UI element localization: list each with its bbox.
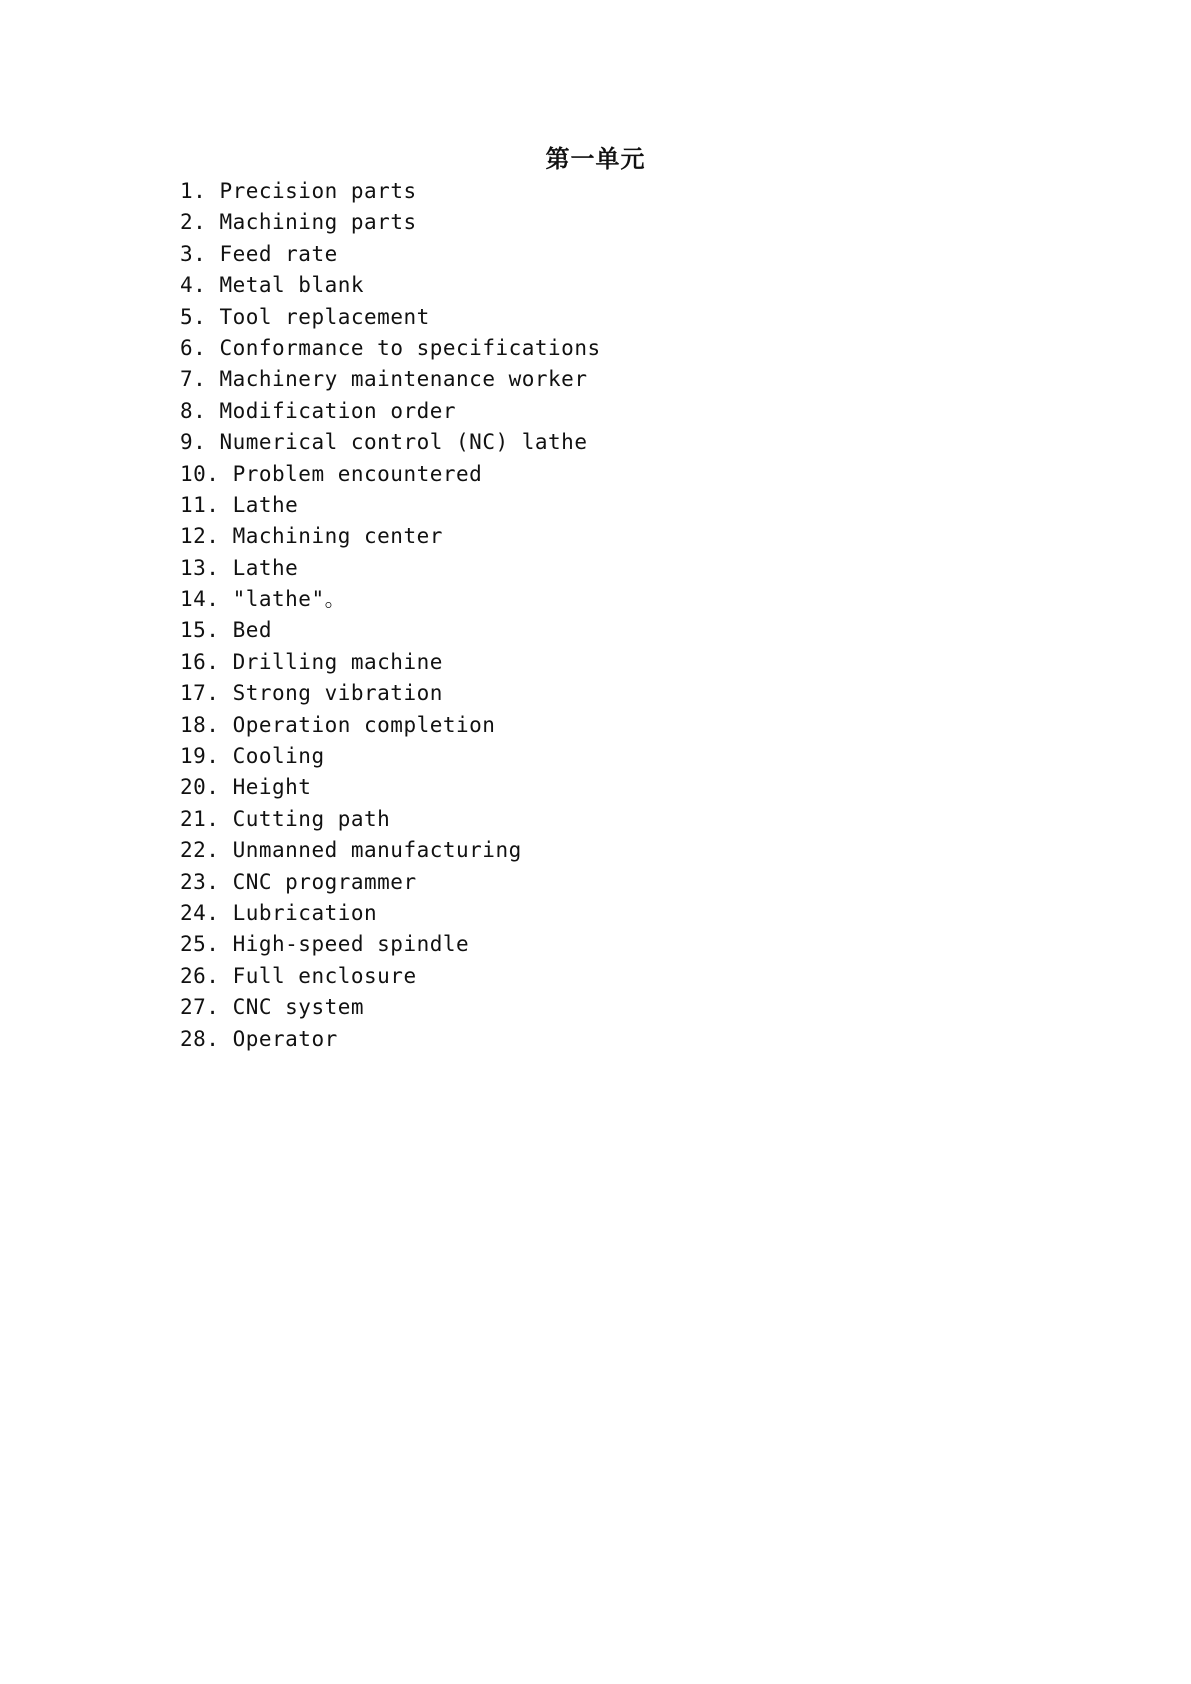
list-item-number: 6. — [180, 335, 207, 360]
list-item-number: 12. — [180, 524, 220, 549]
list-item — [180, 992, 601, 1023]
list-item-text: Machining parts — [219, 210, 417, 235]
list-item-text: Machinery maintenance worker — [219, 367, 588, 392]
list-item-text: Operator — [232, 1026, 338, 1051]
list-item-number: 11. — [180, 492, 220, 517]
list-item — [180, 741, 601, 772]
list-item-number: 1. — [180, 179, 207, 203]
list-item-text: Precision parts — [219, 179, 417, 203]
list-item-text: Lubrication — [232, 900, 378, 925]
list-item-text: Lathe — [232, 492, 299, 517]
list-item-number: 7. — [180, 367, 207, 392]
list-item-text: Machining center — [232, 524, 443, 549]
list-item-text: Height — [232, 775, 312, 800]
list-item-text: Conformance to specifications — [219, 335, 601, 360]
list-item — [180, 207, 601, 238]
list-item-text: Metal blank — [219, 273, 365, 298]
list-item — [180, 1024, 601, 1055]
list-item-number: 22. — [180, 838, 220, 863]
term-list — [180, 176, 601, 1055]
list-item-number: 19. — [180, 744, 220, 769]
list-item — [180, 961, 601, 992]
list-item-number: 2. — [180, 210, 207, 235]
list-item — [180, 364, 601, 395]
list-item — [180, 647, 601, 678]
list-item — [180, 710, 601, 741]
list-item — [180, 772, 601, 803]
list-item-number: 18. — [180, 712, 220, 737]
list-item — [180, 302, 601, 333]
list-item — [180, 835, 601, 866]
list-item-number: 13. — [180, 555, 220, 580]
list-item-text: High-speed spindle — [232, 932, 470, 957]
list-item — [180, 553, 601, 584]
list-item-number: 17. — [180, 681, 220, 706]
list-item-number: 27. — [180, 995, 220, 1020]
list-item-text: Unmanned manufacturing — [232, 838, 522, 863]
list-item-number: 5. — [180, 304, 207, 329]
list-item — [180, 584, 601, 615]
list-item-text: Drilling machine — [232, 649, 443, 674]
list-item-number: 20. — [180, 775, 220, 800]
list-item-text: Full enclosure — [232, 963, 417, 988]
list-item — [180, 333, 601, 364]
list-item — [180, 396, 601, 427]
list-item-text: Tool replacement — [219, 304, 430, 329]
list-item-text: Lathe — [232, 555, 299, 580]
list-item-number: 15. — [180, 618, 220, 643]
list-item-text: Strong vibration — [232, 681, 443, 706]
list-item-number: 10. — [180, 461, 220, 486]
list-item-number: 26. — [180, 963, 220, 988]
list-item — [180, 867, 601, 898]
list-item-number: 21. — [180, 806, 220, 831]
list-item — [180, 929, 601, 960]
list-item-number: 16. — [180, 649, 220, 674]
list-item-number: 8. — [180, 398, 207, 423]
list-item-text: Cooling — [232, 744, 325, 769]
list-item-number: 23. — [180, 869, 220, 894]
list-item-text: Cutting path — [232, 806, 391, 831]
list-item — [180, 270, 601, 301]
list-item — [180, 898, 601, 929]
list-item — [180, 490, 601, 521]
list-item-number: 4. — [180, 273, 207, 298]
list-item — [180, 239, 601, 270]
list-item — [180, 427, 601, 458]
list-item-number: 28. — [180, 1026, 220, 1051]
list-item — [180, 615, 601, 646]
list-item-number: 9. — [180, 430, 207, 455]
list-item-number: 3. — [180, 241, 207, 266]
list-item-number: 25. — [180, 932, 220, 957]
list-item-text: CNC programmer — [232, 869, 417, 894]
list-item-text: Modification order — [219, 398, 457, 423]
list-item-text: CNC system — [232, 995, 365, 1020]
list-item-number: 24. — [180, 900, 220, 925]
list-item-text: Operation completion — [232, 712, 496, 737]
list-item — [180, 804, 601, 835]
list-item-text: Bed — [232, 618, 273, 643]
list-item — [180, 459, 601, 490]
list-item-text: Numerical control (NC) lathe — [219, 430, 588, 455]
list-item — [180, 176, 601, 207]
list-item-text: Problem encountered — [232, 461, 483, 486]
list-item — [180, 678, 601, 709]
list-item-number: 14. — [180, 587, 220, 612]
list-item-text: "lathe"。 — [232, 587, 347, 612]
page-title: 第一单元 — [545, 145, 646, 173]
list-item — [180, 521, 601, 552]
list-item-text: Feed rate — [219, 241, 338, 266]
